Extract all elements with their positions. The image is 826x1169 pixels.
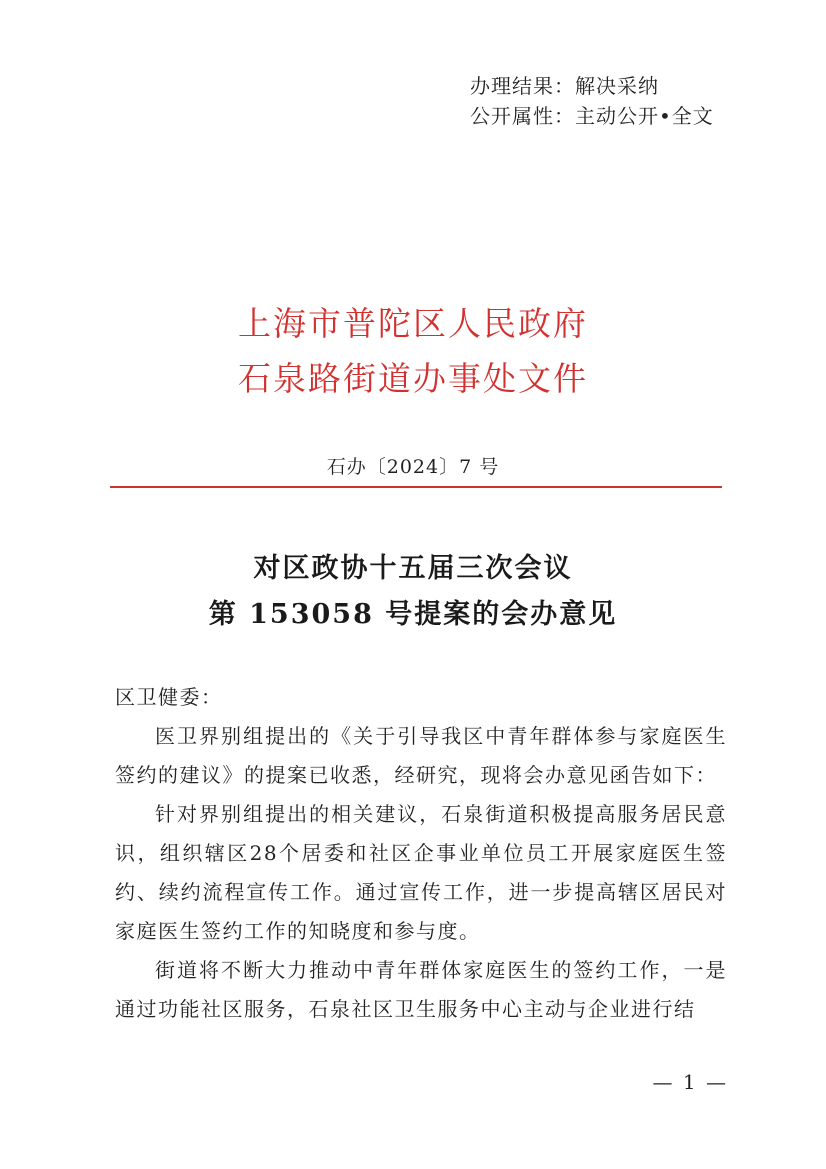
document-number: 石办〔2024〕7 号	[326, 456, 500, 478]
letter-body	[115, 678, 727, 1029]
body-paragraph: 街道将不断大力推动中青年群体家庭医生的签约工作，一是通过功能社区服务，石泉社区卫生服务中心主动与企业进行结	[115, 958, 727, 1021]
salutation: 区卫健委：	[115, 685, 223, 709]
red-divider-line	[110, 486, 722, 488]
body-paragraph: 针对界别组提出的相关建议，石泉街道积极提高服务居民意识，组织辖区28个居委和社区企事业单位员工开展家庭医生签约、续约流程宣传工作。通过宣传工作，进一步提高辖区居民对家庭医生签约工作的知晓度和参与度。	[115, 802, 727, 943]
handling-result: 办理结果：解决采纳	[470, 74, 659, 98]
disclosure-attribute: 公开属性：主动公开•全文	[470, 104, 714, 128]
subject-title-line-1: 对区政协十五届三次会议	[253, 553, 573, 584]
page-number: — 1 —	[652, 1070, 728, 1094]
issuing-org-line-1: 上海市普陀区人民政府	[238, 304, 588, 343]
issuing-org-line-2: 石泉路街道办事处文件	[238, 359, 588, 398]
body-paragraph: 医卫界别组提出的《关于引导我区中青年群体参与家庭医生签约的建议》的提案已收悉，经研究，现将会办意见函告如下：	[115, 724, 727, 787]
subject-title-line-2: 第 153058 号提案的会办意见	[208, 599, 618, 630]
